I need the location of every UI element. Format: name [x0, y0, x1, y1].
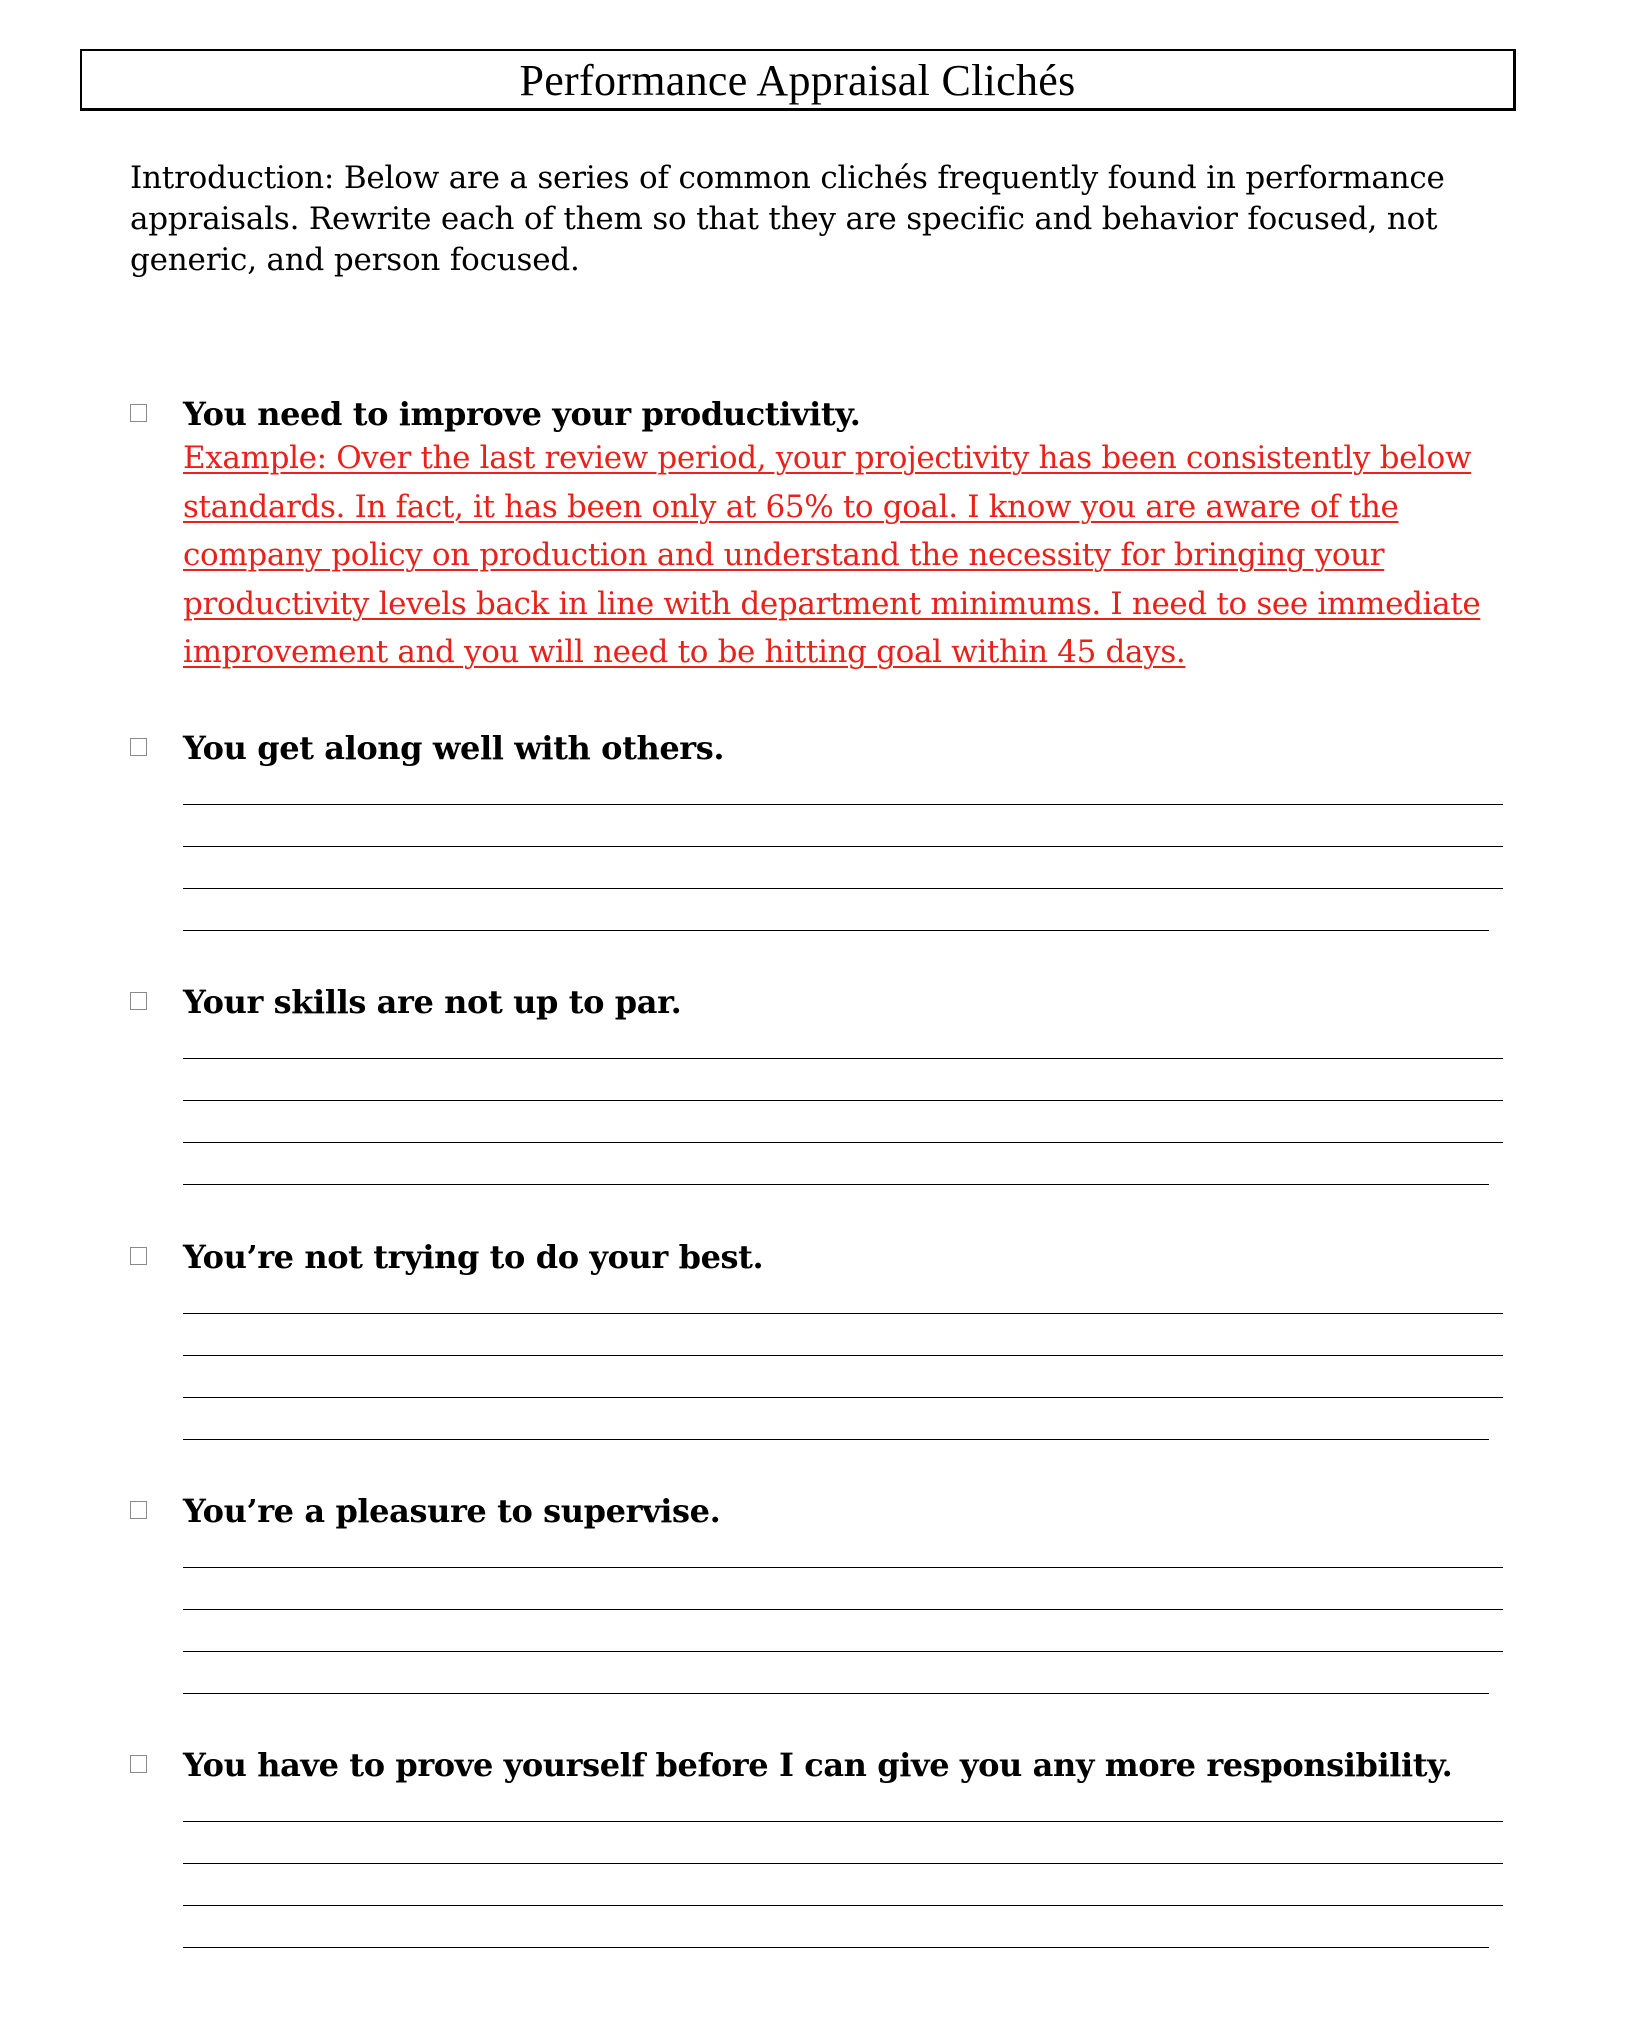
answer-line[interactable] — [183, 1058, 1503, 1059]
cliche-prompt: You’re a pleasure to supervise. — [183, 1492, 721, 1530]
example-answer: Example: Over the last review period, your projectivity has been consistently below standards. In fact, it has been only at 65% to goal. I know you are aware of the company policy on production and understand the necessity for bringing your productivity levels back in line with department minimums. I need to see immediate improvement and you will need to be hitting goal within 45 days. — [183, 440, 1481, 670]
answer-line[interactable] — [183, 1439, 1489, 1440]
answer-line[interactable] — [183, 930, 1489, 931]
answer-lines[interactable] — [183, 982, 1503, 1182]
checkbox-icon[interactable] — [130, 1247, 147, 1265]
checkbox-icon[interactable] — [130, 404, 147, 422]
answer-line[interactable] — [183, 1947, 1489, 1948]
answer-line[interactable] — [183, 1100, 1503, 1101]
answer-line[interactable] — [183, 1313, 1503, 1314]
answer-line[interactable] — [183, 1693, 1489, 1694]
answer-line[interactable] — [183, 1905, 1503, 1906]
cliche-prompt: You need to improve your productivity. — [183, 395, 861, 433]
answer-line[interactable] — [183, 1184, 1489, 1185]
cliche-prompt: You get along well with others. — [183, 729, 725, 767]
cliche-prompt: You have to prove yourself before I can give you any more responsibility. — [183, 1746, 1453, 1784]
answer-line[interactable] — [183, 1651, 1503, 1652]
page-title: Performance Appraisal Clichés — [519, 55, 1076, 105]
answer-lines[interactable] — [183, 728, 1503, 928]
title-box — [80, 49, 1516, 111]
checkbox-icon[interactable] — [130, 1755, 147, 1773]
answer-line[interactable] — [183, 1142, 1503, 1143]
answer-line[interactable] — [183, 1821, 1503, 1822]
checkbox-icon[interactable] — [130, 738, 147, 756]
answer-line[interactable] — [183, 846, 1503, 847]
answer-lines[interactable] — [183, 1237, 1503, 1437]
answer-line[interactable] — [183, 1397, 1503, 1398]
checkbox-icon[interactable] — [130, 992, 147, 1010]
answer-line[interactable] — [183, 888, 1503, 889]
introduction-paragraph: Introduction: Below are a series of common clichés frequently found in performance appraisals. Rewrite each of them so that they are specific and behavior focused, not generic, and person focused. — [130, 160, 1445, 278]
answer-line[interactable] — [183, 1609, 1503, 1610]
answer-lines[interactable] — [183, 1745, 1503, 1945]
cliche-prompt: Your skills are not up to par. — [183, 983, 682, 1021]
cliche-prompt: You’re not trying to do your best. — [183, 1238, 764, 1276]
answer-line[interactable] — [183, 1863, 1503, 1864]
answer-line[interactable] — [183, 1567, 1503, 1568]
answer-line[interactable] — [183, 1355, 1503, 1356]
checkbox-icon[interactable] — [130, 1501, 147, 1519]
answer-lines[interactable] — [183, 1491, 1503, 1691]
answer-line[interactable] — [183, 804, 1503, 805]
